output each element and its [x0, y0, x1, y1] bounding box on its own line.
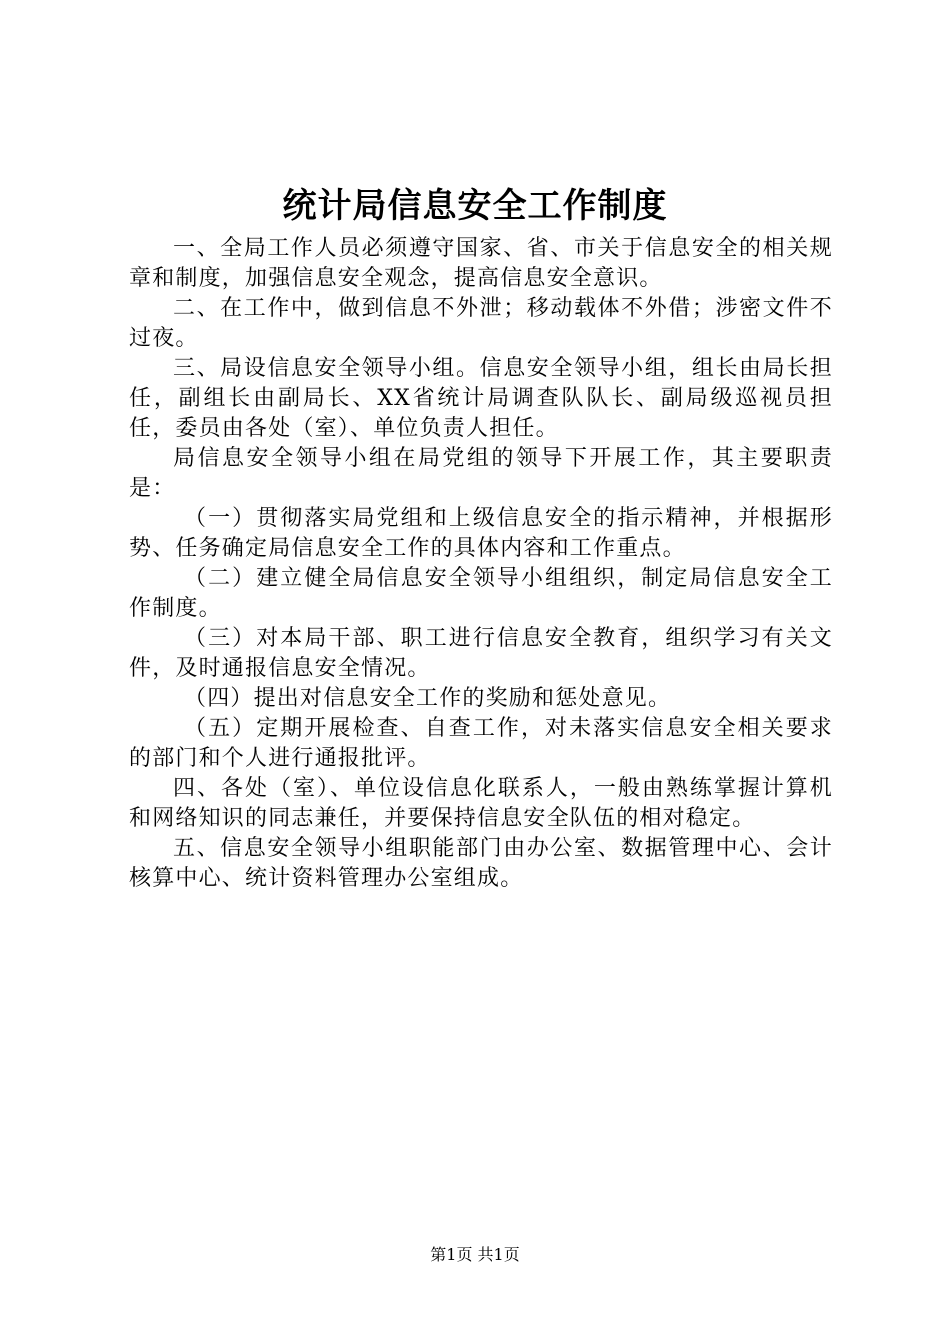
document-body	[129, 234, 833, 894]
page-footer: 第1页 共1页	[430, 1245, 520, 1264]
document-title: 统计局信息安全工作制度	[282, 186, 668, 226]
paragraph-duty-1: （一）贯彻落实局党组和上级信息安全的指示精神，并根据形势、任务确定局信息安全工作的具体内容和工作重点。	[129, 506, 833, 561]
paragraph-duty-2: （二）建立健全局信息安全领导小组组织，制定局信息安全工作制度。	[129, 566, 833, 621]
paragraph-5: 四、各处（室）、单位设信息化联系人，一般由熟练掌握计算机和网络知识的同志兼任，并要保持信息安全队伍的相对稳定。	[129, 776, 833, 831]
paragraph-3: 三、局设信息安全领导小组。信息安全领导小组，组长由局长担任，副组长由副局长、XX省统计局调查队队长、副局级巡视员担任，委员由各处（室）、单位负责人担任。	[129, 356, 833, 441]
paragraph-duty-4: （四）提出对信息安全工作的奖励和惩处意见。	[184, 686, 672, 711]
paragraph-1: 一、全局工作人员必须遵守国家、省、市关于信息安全的相关规章和制度，加强信息安全观念，提高信息安全意识。	[129, 236, 833, 291]
paragraph-6: 五、信息安全领导小组职能部门由办公室、数据管理中心、会计核算中心、统计资料管理办公室组成。	[129, 836, 833, 891]
paragraph-4: 局信息安全领导小组在局党组的领导下开展工作，其主要职责是：	[129, 446, 833, 501]
paragraph-duty-5: （五）定期开展检查、自查工作，对未落实信息安全相关要求的部门和个人进行通报批评。	[129, 716, 833, 771]
paragraph-2: 二、在工作中，做到信息不外泄；移动载体不外借；涉密文件不过夜。	[129, 296, 833, 351]
paragraph-duty-3: （三）对本局干部、职工进行信息安全教育，组织学习有关文件，及时通报信息安全情况。	[129, 626, 833, 681]
